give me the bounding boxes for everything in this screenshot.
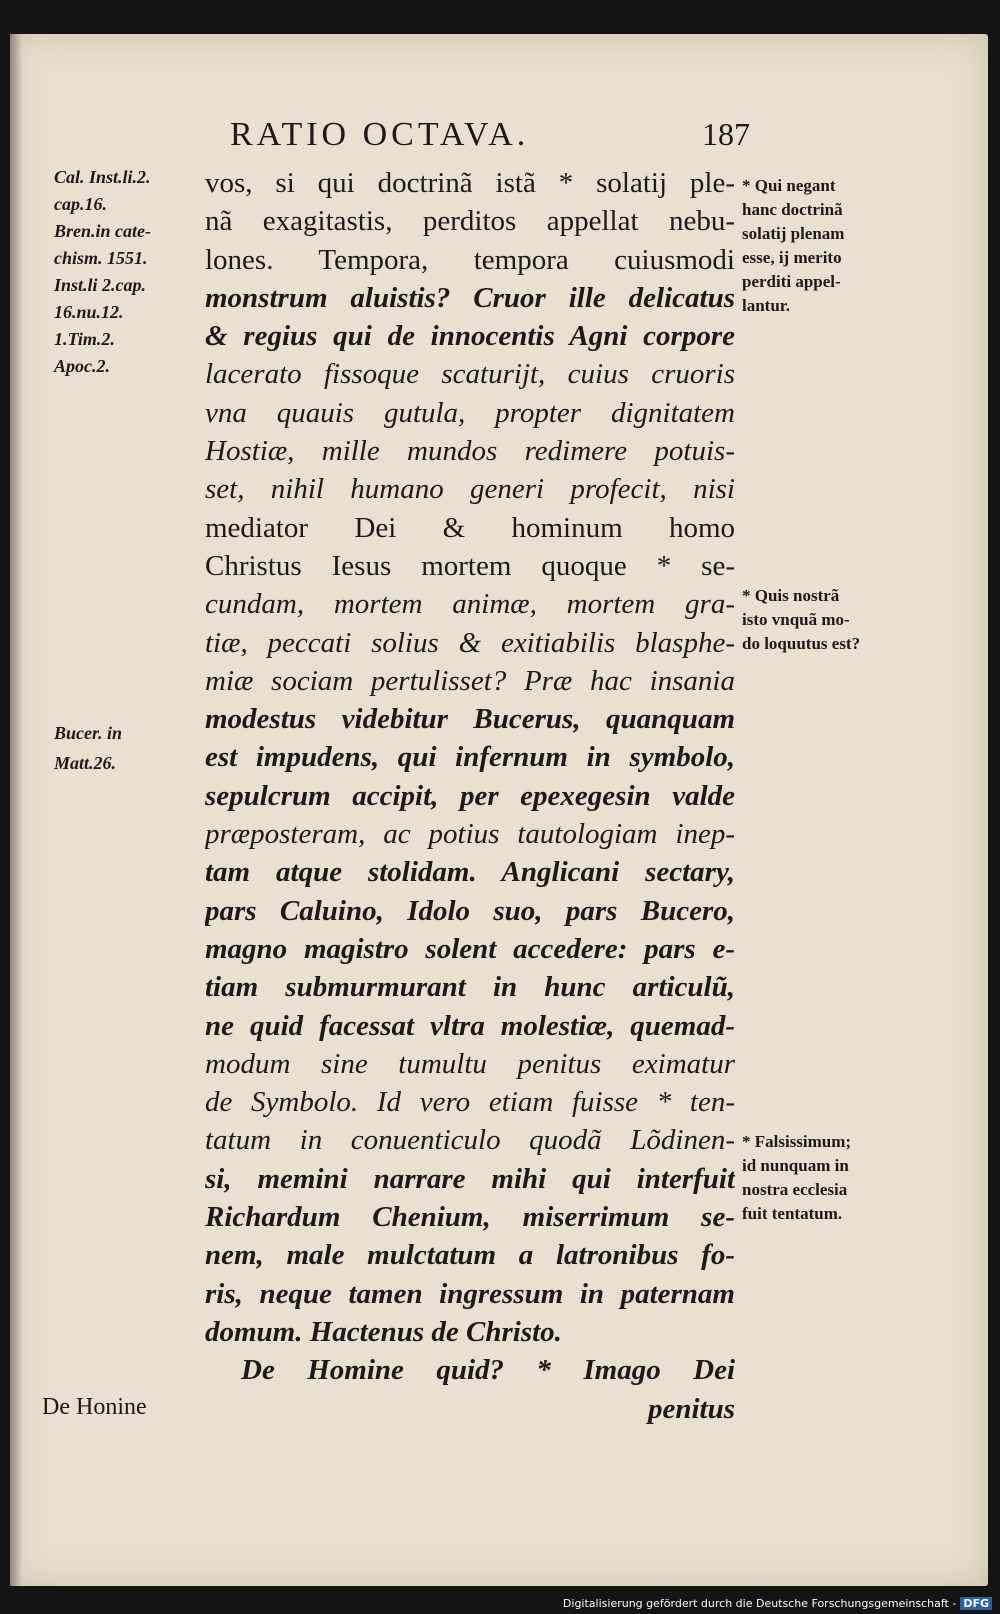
text-line: tam atque stolidam. Anglicani sectary, xyxy=(205,856,735,889)
text-line: ne quid facessat vltra molestiæ, quemad- xyxy=(205,1009,735,1042)
text-line: lacerato fissoque scaturijt, cuius cruoris xyxy=(205,358,735,391)
text-line: pars Caluino, Idolo suo, pars Bucero, xyxy=(205,894,735,927)
citation-line: Bucer. in xyxy=(54,723,123,743)
text-line: cundam, mortem animæ, mortem gra- xyxy=(205,588,735,621)
citation-line: chism. 1551. xyxy=(54,248,148,268)
citation-line: Inst.li 2.cap. xyxy=(54,275,147,295)
text-line: vna quauis gutula, propter dignitatem xyxy=(205,396,735,429)
citation-line: Matt.26. xyxy=(54,753,117,773)
citation-line: cap.16. xyxy=(54,194,107,214)
citation-line: Cal. Inst.li.2. xyxy=(54,167,151,187)
margin-note-line: fuit tentatum. xyxy=(742,1204,843,1223)
text-line: mediator Dei & hominum homo xyxy=(205,511,735,544)
text-line: ris, neque tamen ingressum in paternam xyxy=(205,1277,735,1310)
text-line: si, memini narrare mihi qui interfuit xyxy=(205,1162,735,1195)
margin-note-line: nostra ecclesia xyxy=(742,1180,848,1199)
text-line: tatum in conuenticulo quodã Lõdinen- xyxy=(205,1124,735,1157)
book-page xyxy=(10,34,988,1586)
text-line: modum sine tumultu penitus eximatur xyxy=(205,1047,735,1080)
text-line: domum. Hactenus de Christo. xyxy=(205,1315,562,1348)
text-line: set, nihil humano generi profecit, nisi xyxy=(205,473,735,506)
main-text-block xyxy=(205,164,735,1428)
section-margin-heading: De Honine xyxy=(42,1394,147,1420)
right-margin-note-1 xyxy=(742,174,902,318)
text-line: Christus Iesus mortem quoque * se- xyxy=(205,549,735,582)
margin-note-line: do loquutus est? xyxy=(742,634,861,653)
margin-note-line: esse, ij merito xyxy=(742,248,842,267)
right-margin-note-3 xyxy=(742,1130,902,1226)
text-line: nem, male mulctatum a latronibus fo- xyxy=(205,1239,735,1272)
text-line: vos, si qui doctrinã istã * solatij ple- xyxy=(205,167,735,199)
margin-note-line: id nunquam in xyxy=(742,1156,849,1175)
text-line: penitus xyxy=(647,1392,735,1425)
citation-line: Bren.in cate- xyxy=(54,221,151,241)
margin-note-line: * Qui negant xyxy=(742,176,836,195)
text-line: præposteram, ac potius tautologiam inep- xyxy=(205,818,735,851)
text-line: tiæ, peccati solius & exitiabilis blasphe- xyxy=(205,626,735,659)
dfg-logo: DFG xyxy=(960,1597,992,1610)
text-line: Richardum Chenium, miserrimum se- xyxy=(205,1201,735,1234)
citation-line: Apoc.2. xyxy=(54,356,110,376)
margin-note-line: isto vnquã mo- xyxy=(742,610,850,629)
running-title: RATIO OCTAVA. xyxy=(230,116,530,153)
text-line: Hostiæ, mille mundos redimere potuis- xyxy=(205,435,735,468)
text-line: tiam submurmurant in hunc articulũ, xyxy=(205,971,735,1004)
text-line: miæ sociam pertulisset? Præ hac insania xyxy=(205,664,735,697)
left-margin-citations xyxy=(54,164,204,380)
text-line: & regius qui de innocentis Agni corpore xyxy=(205,320,735,353)
page-number: 187 xyxy=(702,116,750,152)
text-line: nã exagitastis, perditos appellat nebu- xyxy=(205,205,735,238)
text-line: modestus videbitur Bucerus, quanquam xyxy=(205,703,735,736)
margin-note-line: perditi appel- xyxy=(742,272,841,291)
margin-note-line: solatij plenam xyxy=(742,224,845,243)
credit-text: Digitalisierung gefördert durch die Deutsche Forschungsgemeinschaft - xyxy=(562,1597,957,1610)
margin-note-line: hanc doctrinã xyxy=(742,200,843,219)
right-margin-note-2 xyxy=(742,584,902,656)
text-line: lones. Tempora, tempora cuiusmodi xyxy=(205,243,735,276)
page-header xyxy=(230,116,750,166)
digitization-credit xyxy=(563,1597,992,1610)
text-line: magno magistro solent accedere: pars e- xyxy=(205,932,735,965)
margin-note-line: * Falsissimum; xyxy=(742,1132,852,1151)
margin-note-line: * Quis nostrã xyxy=(742,586,840,605)
text-line: De Homine quid? * Imago Dei xyxy=(241,1354,735,1387)
citation-line: 1.Tim.2. xyxy=(54,329,115,349)
citation-line: 16.nu.12. xyxy=(54,302,124,322)
text-line: de Symbolo. Id vero etiam fuisse * ten- xyxy=(205,1086,735,1119)
text-line: est impudens, qui infernum in symbolo, xyxy=(205,741,735,774)
text-line: monstrum aluistis? Cruor ille delicatus xyxy=(205,281,735,314)
margin-note-line: lantur. xyxy=(742,296,791,315)
page-spine-shadow xyxy=(10,34,22,1586)
bucer-citation xyxy=(54,718,194,778)
text-line: sepulcrum accipit, per epexegesin valde xyxy=(205,779,735,812)
